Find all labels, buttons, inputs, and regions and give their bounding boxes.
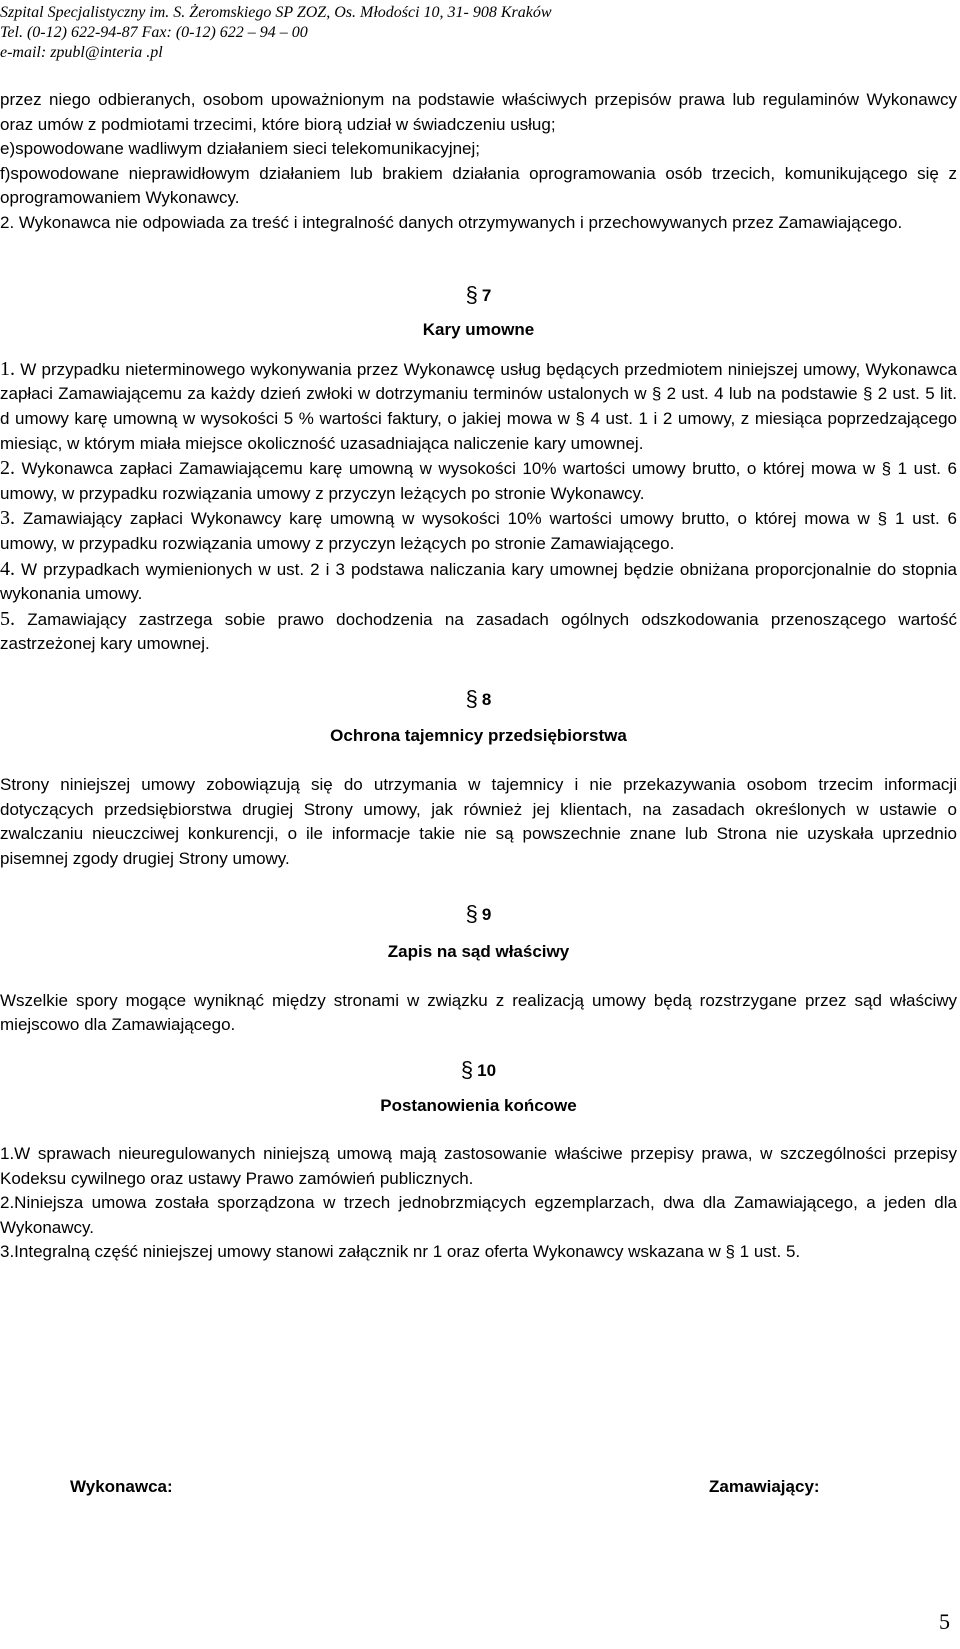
paragraph-number: 3. [0,507,15,530]
paragraph-text: W przypadkach wymienionych w ust. 2 i 3 podstawa naliczania kary umownej będzie obniżana proporcjonalnie do stopnia wykonania umowy. [0,559,957,604]
section-8-text: Strony niniejszej umowy zobowiązują się do utrzymania w tajemnicy i nie przekazywania osobom trzecim informacji dotyczących przedsiębiorstwa drugiej Strony umowy, jak również jej klientach, na zasadach określonych w ustawie o zwalczaniu nieuczciwej konkurencji, o ile informacje takie nie są powszechnie znane lub Strona nie uzyskała uprzednio pisemnej zgody drugiej Strony umowy. [0,775,957,868]
intro-paragraph-4: 2. Wykonawca nie odpowiada za treść i integralność danych otrzymywanych i przechowywanych przez Zamawiającego. [0,212,903,232]
section-8-title: Ochrona tajemnicy przedsiębiorstwa [330,726,627,746]
section-7-paragraph-2 [0,456,957,506]
signature-client: Zamawiający: [709,1477,820,1496]
section-9-text: Wszelkie spory mogące wyniknąć między stronami w związku z realizacją umowy będą rozstrzygane przez sąd właściwy miejscowo dla Zamawiającego. [0,990,957,1035]
section-10-item-3: 3.Integralną część niniejszej umowy stanowi załącznik nr 1 oraz oferta Wykonawcy wskazana w § 1 ust. 5. [0,1242,801,1262]
section-symbol: § [460,1056,474,1082]
section-7-paragraph-3 [0,506,957,556]
section-number: 8 [481,689,492,709]
letterhead [0,3,552,63]
paragraph-text: W przypadku nieterminowego wykonywania przez Wykonawcę usług będących przedmiotem niniejszej umowy, Wykonawca zapłaci Zamawiającemu za każdy dzień zwłoki w dotrzymaniu terminów ustalonych w § 2 ust. 4 lub na podstawie § 2 ust. 5 lit. d umowy karę umowną w wysokości 5 % wartości faktury, o jakiej mowa w § 4 ust. 1 i 2 umowy, z miesiąca poprzedzającego miesiąc, w którym miała miejsce okoliczność uzasadniająca naliczenie kary umownej. [0,359,957,453]
paragraph-number: 2. [0,457,15,480]
intro-paragraph-3: f)spowodowane nieprawidłowym działaniem lub brakiem działania oprogramowania osób trzecich, komunikującego się z oprogramowaniem Wykonawcy. [0,163,957,208]
section-number: 10 [477,1060,497,1080]
paragraph-text: Zamawiający zastrzega sobie prawo dochodzenia na zasadach ogólnych odszkodowania przenoszącego wartość zastrzeżonej kary umownej. [0,609,957,654]
section-number: 7 [481,285,492,305]
section-10-heading [0,1058,957,1084]
section-7-paragraph-4 [0,557,957,607]
paragraph-number: 1. [0,357,15,380]
section-7-title: Kary umowne [422,320,535,340]
section-7-paragraph-5 [0,607,957,657]
letterhead-email: e-mail: zpubl@interia .pl [0,44,163,61]
section-number: 9 [481,905,492,925]
intro-paragraph-2: e)spowodowane wadliwym działaniem sieci telekomunikacyjnej; [0,139,481,159]
section-7-heading [0,283,957,309]
section-10-title: Postanowienia końcowe [380,1096,577,1116]
section-10-item-2: 2.Niniejsza umowa została sporządzona w trzech jednobrzmiących egzemplarzach, dwa dla Zamawiającego, a jeden dla Wykonawcy. [0,1193,957,1237]
section-symbol: § [465,685,478,711]
section-symbol: § [465,281,478,307]
section-9-heading [0,902,957,928]
paragraph-text: Zamawiający zapłaci Wykonawcy karę umowną w wysokości 10% wartości umowy brutto, o której mowa w § 1 ust. 6 umowy, w przypadku rozwiązania umowy z przyczyn leżących po stronie Zamawiającego. [0,509,957,553]
intro-paragraph-1: przez niego odbieranych, osobom upoważnionym na podstawie właściwych przepisów prawa lub regulaminów Wykonawcy oraz umów z podmiotami trzecimi, które biorą udział w świadczeniu usług; [0,90,957,134]
section-9-title: Zapis na sąd właściwy [387,942,570,962]
paragraph-text: Wykonawca zapłaci Zamawiającemu karę umowną w wysokości 10% wartości umowy brutto, o której mowa w § 1 ust. 6 umowy, w przypadku rozwiązania umowy z przyczyn leżących po stronie Wykonawcy. [0,459,957,503]
document-body [0,88,957,1265]
section-8-heading [0,687,957,713]
section-symbol: § [465,901,478,927]
section-10-item-1: 1.W sprawach nieuregulowanych niniejszą umową mają zastosowanie właściwe przepisy prawa, w szczególności przepisy Kodeksu cywilnego oraz ustawy Prawo zamówień publicznych. [0,1144,957,1188]
paragraph-number: 5. [0,607,15,630]
page-number: 5 [939,1609,950,1634]
letterhead-phone: Tel. (0-12) 622-94-87 Fax: (0-12) 622 – 94 – 00 [0,24,308,41]
signature-contractor: Wykonawca: [70,1477,173,1496]
letterhead-address: Szpital Specjalistyczny im. S. Żeromskiego SP ZOZ, Os. Młodości 10, 31- 908 Kraków [0,4,552,21]
paragraph-number: 4. [0,557,15,580]
section-7-paragraph-1 [0,357,957,456]
